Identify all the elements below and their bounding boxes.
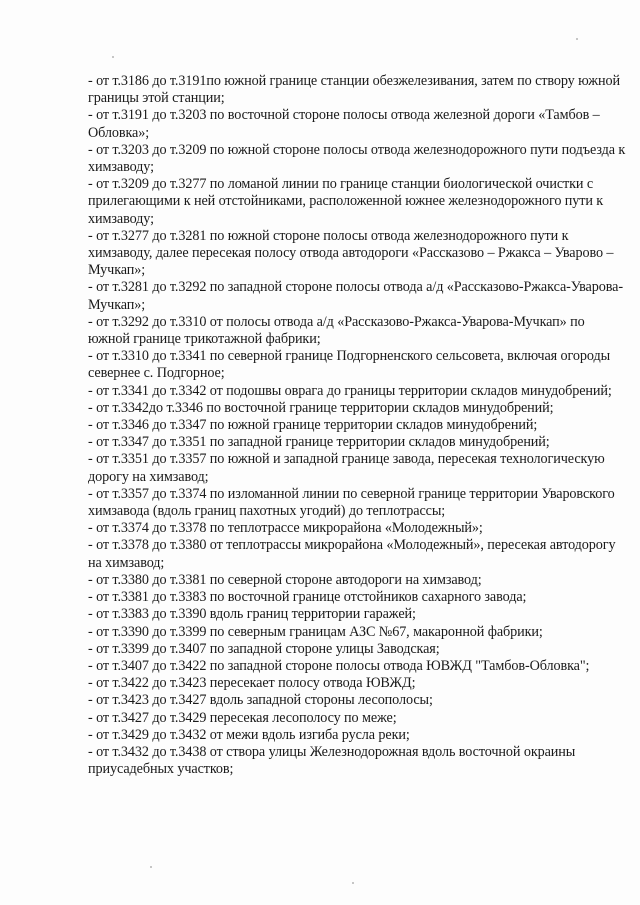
paragraph: - от т.3374 до т.3378 по теплотрассе микрорайона «Молодежный»;	[88, 520, 483, 537]
paragraph: - от т.3380 до т.3381 по северной стороне автодороги на химзавод;	[88, 571, 482, 588]
paragraph: - от т.3346 до т.3347 по южной границе территории складов минудобрений;	[88, 417, 538, 434]
paragraph: - от т.3383 до т.3390 вдоль границ территории гаражей;	[88, 606, 416, 623]
paragraph: - от т.3427 до т.3429 пересекая лесополосу по меже;	[88, 709, 397, 726]
paragraph: - от т.3399 до т.3407 по западной стороне улицы Заводская;	[88, 640, 440, 657]
paragraph: - от т.3310 до т.3341 по северной границе Подгорненского сельсовета, включая огороды севернее с. Подгорное;	[88, 348, 611, 382]
paragraph: - от т.3342до т.3346 по восточной границе территории складов минудобрений;	[88, 399, 554, 416]
scan-speck	[150, 866, 152, 868]
paragraph: - от т.3422 до т.3423 пересекает полосу отвода ЮВЖД;	[88, 675, 416, 692]
paragraph: - от т.3341 до т.3342 от подошвы оврага до границы территории складов минудобрений;	[88, 382, 612, 399]
scan-speck	[576, 38, 578, 40]
document-body	[88, 73, 628, 778]
paragraph: - от т.3357 до т.3374 по изломанной линии по северной границе территории Уваровского химзавода (вдоль границ пахотных угодий) до теплотрассы;	[88, 485, 615, 520]
paragraph: - от т.3191 до т.3203 по восточной стороне полосы отвода железной дороги «Тамбов – Обловка»;	[88, 107, 600, 141]
paragraph: - от т.3381 до т.3383 по восточной границе отстойников сахарного завода;	[88, 589, 527, 606]
paragraph: - от т.3281 до т.3292 по западной стороне полосы отвода а/д «Рассказово-Ржакса-Уварова-Мучкап»;	[88, 279, 623, 313]
scan-speck	[352, 882, 354, 884]
paragraph: - от т.3407 до т.3422 по западной стороне полосы отвода ЮВЖД "Тамбов-Обловка";	[88, 657, 590, 674]
paragraph: - от т.3292 до т.3310 от полосы отвода а/д «Рассказово-Ржакса-Уварова-Мучкап» по южной границе трикотажной фабрики;	[88, 313, 585, 348]
paragraph: - от т.3203 до т.3209 по южной стороне полосы отвода железнодорожного пути подъезда к химзаводу;	[88, 141, 626, 176]
paragraph: - от т.3378 до т.3380 от теплотрассы микрорайона «Молодежный», пересекая автодорогу на химзавод;	[88, 537, 616, 571]
paragraph: - от т.3347 до т.3351 по западной границе территории складов минудобрений;	[88, 434, 550, 451]
paragraph: - от т.3277 до т.3281 по южной стороне полосы отвода железнодорожного пути к химзаводу, далее пересекая полосу отвода автодороги «Рассказово – Ржакса – Уварово – Мучкап»;	[88, 227, 614, 279]
paragraph: - от т.3351 до т.3357 по южной и западной границе завода, пересекая технологическую дорогу на химзавод;	[88, 451, 605, 485]
paragraph: - от т.3429 до т.3432 от межи вдоль изгиба русла реки;	[88, 726, 410, 743]
paragraph: - от т.3423 до т.3427 вдоль западной стороны лесополосы;	[88, 692, 433, 709]
paragraph: - от т.3209 до т.3277 по ломаной линии по границе станции биологической очистки с прилегающими к ней отстойниками, расположенной южнее железнодорожного пути к химзаводу;	[88, 176, 604, 227]
paragraph: - от т.3432 до т.3438 от створа улицы Железнодорожная вдоль восточной окраины приусадебных участков;	[88, 743, 576, 778]
paragraph: - от т.3390 до т.3399 по северным границам АЗС №67, макаронной фабрики;	[88, 623, 543, 640]
paragraph: - от т.3186 до т.3191по южной границе станции обезжелезивания, затем по створу южной границы этой станции;	[88, 73, 620, 107]
scan-speck	[112, 56, 114, 58]
